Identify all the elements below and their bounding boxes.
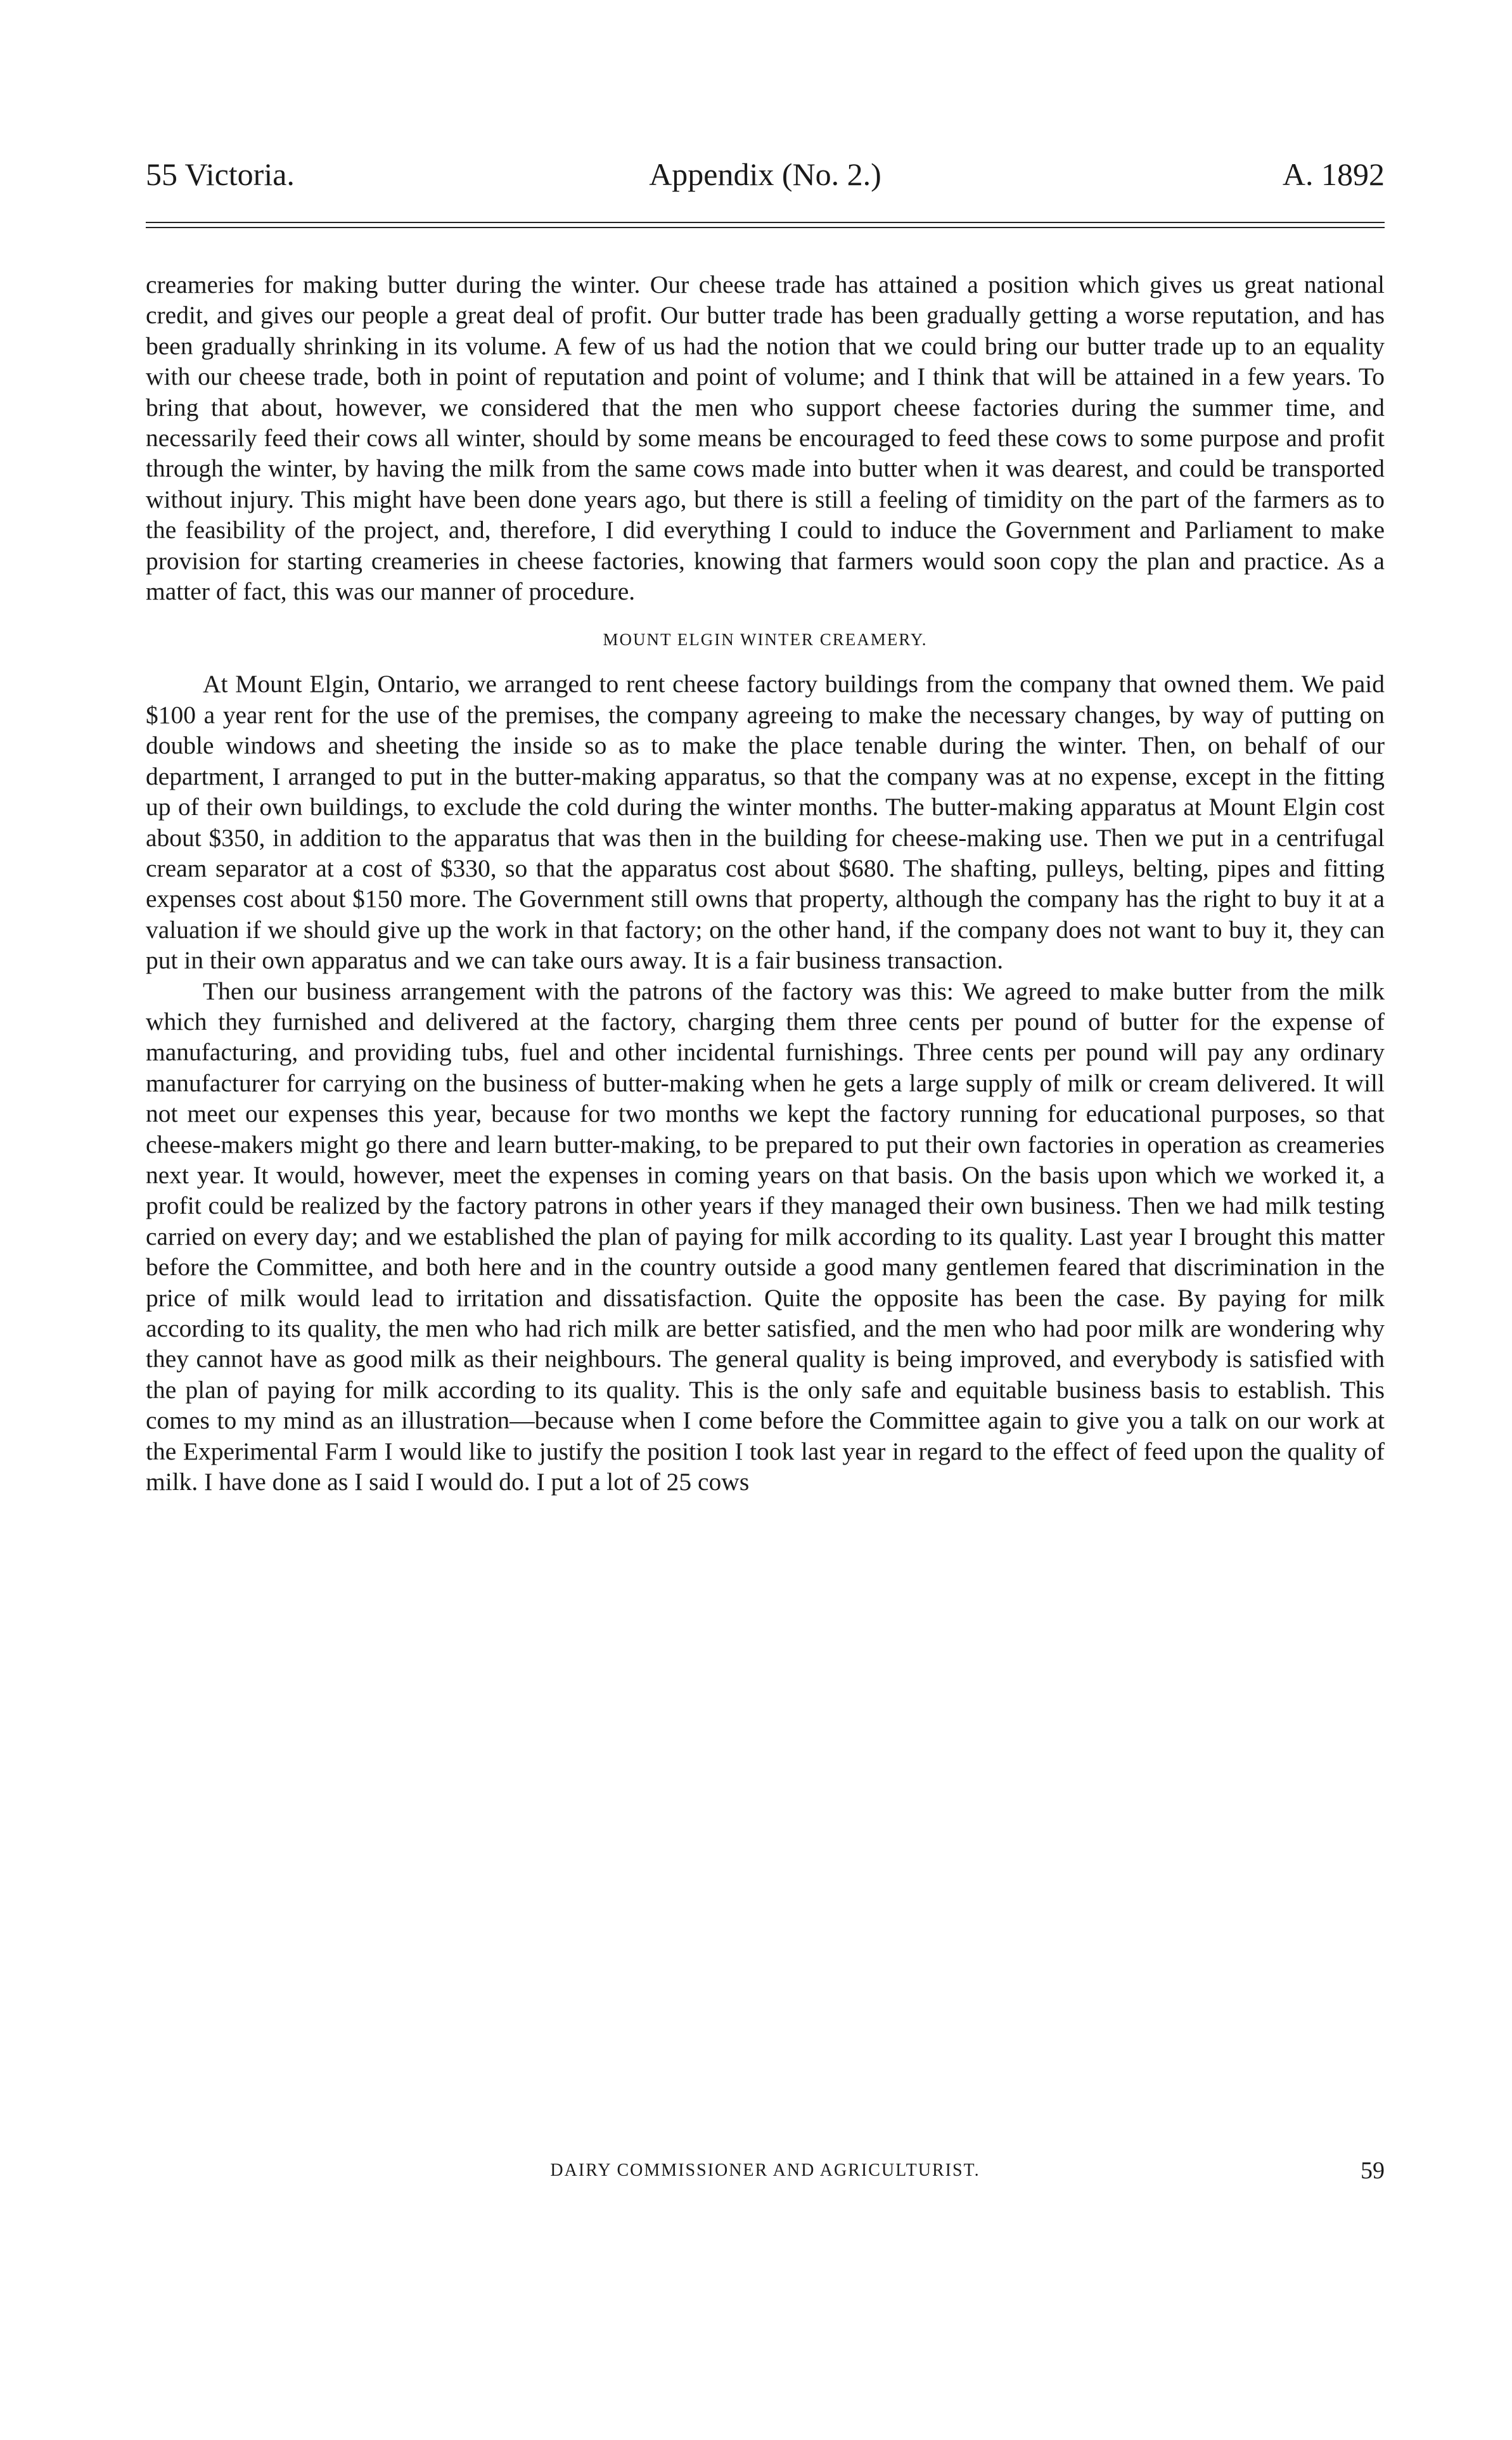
section-heading: MOUNT ELGIN WINTER CREAMERY. (603, 630, 928, 650)
header-year: A. 1892 (1282, 157, 1385, 192)
paragraph-continued: creameries for making butter during the winter. Our cheese trade has attained a position which gives us great national credit, and gives our people a great deal of profit. Our butter trade has been gradually getting a worse reputation, and has been gradually shrinking in its volume. A few of us had the notion that we could bring our butter trade up to an equality with our cheese trade, both in point of reputation and point of volume; and I think that will be attained in a few years. To bring that about, however, we considered that the men who support cheese factories during the summer time, and necessarily feed their cows all winter, should by some means be encouraged to feed these cows to some purpose and profit through the winter, by having the milk from the same cows made into butter when it was dearest, and could be transported without injury. This might have been done years ago, but there is still a feeling of timidity on the part of the farmers as to the feasibility of the project, and, therefore, I did everything I could to induce the Government and Parliament to make provision for starting creameries in cheese factories, knowing that farmers would soon copy the plan and practice. As a matter of fact, this was our manner of procedure. (146, 271, 1385, 606)
paragraph-business-arrangement: Then our business arrangement with the patrons of the factory was this: We agreed to make butter from the milk which they furnished and delivered at the factory, charging them three cents per pound of butter for the expense of manufacturing, and providing tubs, fuel and other incidental furnishings. Three cents per pound will pay any ordinary manufacturer for carrying on the business of butter-making when he gets a large supply of milk or cream delivered. It will not meet our expenses this year, because for two months we kept the factory running for educational purposes, so that cheese-makers might go there and learn butter-making, to be prepared to put their own factories in operation as creameries next year. It would, however, meet the expenses in coming years on that basis. On the basis upon which we worked it, a profit could be realized by the factory patrons in other years if they managed their own business. Then we had milk testing carried on every day; and we established the plan of paying for milk according to its quality. Last year I brought this matter before the Committee, and both here and in the country outside a good many gentlemen feared that discrimination in the price of milk would lead to irritation and dissatisfaction. Quite the opposite has been the case. By paying for milk according to its quality, the men who had rich milk are better satisfied, and the men who had poor milk are wondering why they cannot have as good milk as their neighbours. The general quality is being improved, and everybody is satisfied with the plan of paying for milk according to its quality. This is the only safe and equitable business basis to establish. This comes to my mind as an illustration—because when I come before the Committee again to give you a talk on our work at the Experimental Farm I would like to justify the position I took last year in regard to the effect of feed upon the quality of milk. I have done as I said I would do. I put a lot of 25 cows (146, 977, 1385, 1496)
header-session: 55 Victoria. (146, 157, 295, 192)
page-number: 59 (1361, 2157, 1385, 2184)
header-double-rule (146, 222, 1385, 228)
page-footer (146, 2155, 1385, 2186)
footer-title: DAIRY COMMISSIONER AND AGRICULTURIST. (550, 2161, 980, 2180)
document-page (146, 0, 1385, 2440)
header-appendix: Appendix (No. 2.) (649, 157, 881, 192)
paragraph-mount-elgin: At Mount Elgin, Ontario, we arranged to rent cheese factory buildings from the company that owned them. We paid $100 a year rent for the use of the premises, the company agreeing to make the necessary changes, by way of putting on double windows and sheeting the inside so as to make the place tenable during the winter. Then, on behalf of our department, I arranged to put in the butter-making apparatus, so that the company was at no expense, except in the fitting up of their own buildings, to exclude the cold during the winter months. The butter-making apparatus at Mount Elgin cost about $350, in addition to the apparatus that was then in the building for cheese-making use. Then we put in a centrifugal cream separator at a cost of $330, so that the apparatus cost about $680. The shafting, pulleys, belting, pipes and fitting expenses cost about $150 more. The Government still owns that property, although the company has the right to buy it at a valuation if we should give up the work in that factory; on the other hand, if the company does not want to buy it, they can put in their own apparatus and we can take ours away. It is a fair business transaction. (146, 670, 1385, 975)
body-text (146, 269, 1385, 1497)
running-head (146, 152, 1385, 196)
